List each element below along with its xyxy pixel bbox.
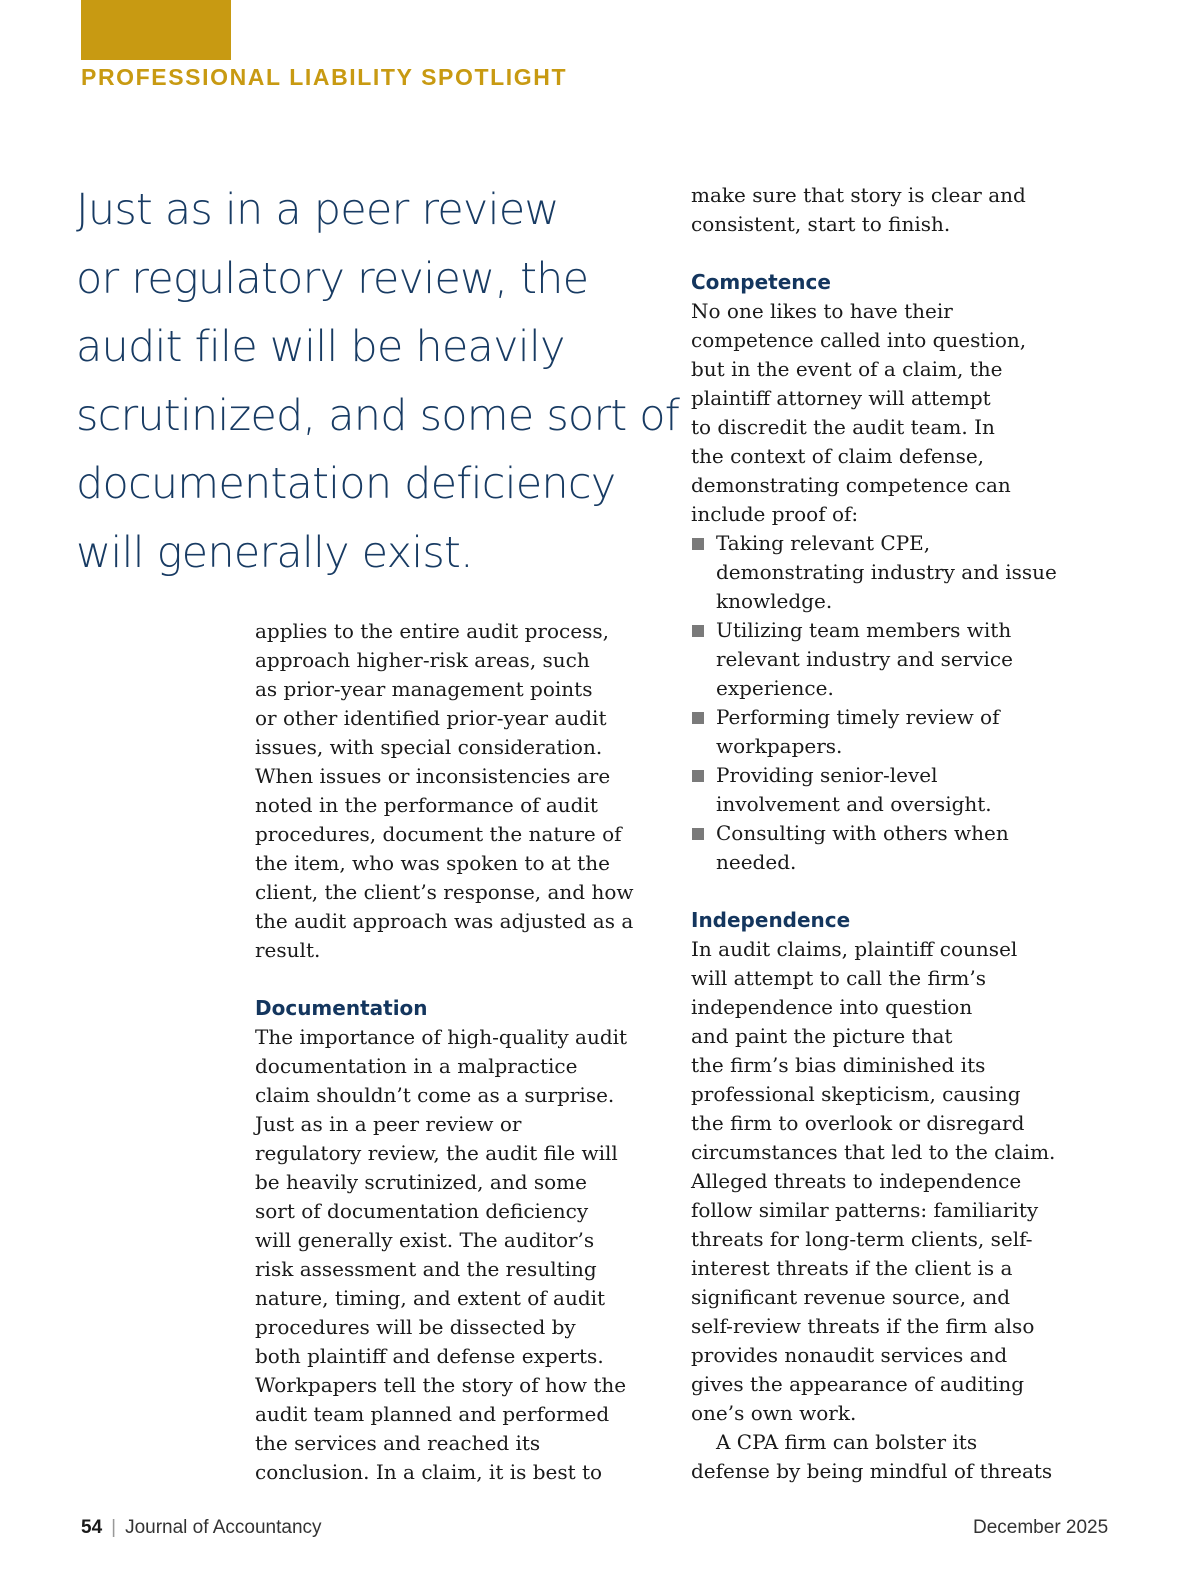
text-line: involvement and oversight.: [716, 792, 992, 816]
text-line: include proof of:: [691, 502, 859, 526]
pull-quote-line: Just as in a peer review: [76, 185, 559, 235]
list-item: [691, 529, 1111, 616]
body-paragraph: [255, 1023, 670, 1487]
text-line: but in the event of a claim, the: [691, 357, 1003, 381]
issue-date: December 2025: [973, 1517, 1109, 1538]
square-bullet-icon: [692, 538, 704, 550]
body-paragraph: [691, 181, 1111, 239]
text-line: approach higher-risk areas, such: [255, 648, 590, 672]
text-line: needed.: [716, 850, 797, 874]
text-line: Utilizing team members with: [716, 618, 1012, 642]
text-line: issues, with special consideration.: [255, 735, 603, 759]
body-paragraph: [255, 617, 670, 965]
pull-quote-line: scrutinized, and some sort of: [76, 390, 680, 441]
text-line: self-review threats if the firm also: [691, 1314, 1035, 1338]
text-line: The importance of high-quality audit: [255, 1025, 628, 1049]
text-line: procedures will be dissected by: [255, 1315, 576, 1339]
text-line: claim shouldn’t come as a surprise.: [255, 1083, 615, 1107]
text-line: and paint the picture that: [691, 1024, 953, 1048]
text-line: threats for long-term clients, self-: [691, 1227, 1033, 1251]
list-item: [691, 761, 1111, 819]
pull-quote-line: audit file will be heavily: [76, 322, 565, 372]
text-line: the audit approach was adjusted as a: [255, 909, 634, 933]
text-line: sort of documentation deficiency: [255, 1199, 589, 1223]
pull-quote: [76, 176, 680, 587]
list-item: [691, 703, 1111, 761]
square-bullet-icon: [692, 625, 704, 637]
text-line: the services and reached its: [255, 1431, 541, 1455]
text-line: plaintiff attorney will attempt: [691, 386, 991, 410]
square-bullet-icon: [692, 770, 704, 782]
independence-heading: Independence: [691, 908, 851, 932]
text-line: experience.: [716, 676, 834, 700]
body-paragraph: [691, 1428, 1111, 1486]
pull-quote-line: will generally exist.: [76, 527, 473, 578]
text-line: regulatory review, the audit file will: [255, 1141, 618, 1165]
footer-left: [81, 1517, 322, 1539]
text-line: the firm’s bias diminished its: [691, 1053, 986, 1077]
text-line: Just as in a peer review or: [255, 1112, 522, 1136]
text-line: consistent, start to finish.: [691, 212, 951, 236]
competence-bullet-list: [691, 529, 1111, 877]
text-line: result.: [255, 938, 321, 962]
text-line: nature, timing, and extent of audit: [255, 1286, 606, 1310]
text-line: Alleged threats to independence: [691, 1169, 1022, 1193]
text-line: the item, who was spoken to at the: [255, 851, 610, 875]
text-line: will generally exist. The auditor’s: [255, 1228, 595, 1252]
body-column-middle: [255, 617, 670, 1487]
text-line: Consulting with others when: [716, 821, 1009, 845]
text-line: Taking relevant CPE,: [716, 531, 931, 555]
text-line: client, the client’s response, and how: [255, 880, 634, 904]
text-line: be heavily scrutinized, and some: [255, 1170, 587, 1194]
body-column-right: [691, 181, 1111, 1486]
text-line: competence called into question,: [691, 328, 1027, 352]
publication-name: Journal of Accountancy: [125, 1517, 322, 1538]
text-line: A CPA firm can bolster its: [716, 1430, 978, 1454]
text-line: noted in the performance of audit: [255, 793, 598, 817]
text-line: one’s own work.: [691, 1401, 857, 1425]
text-line: follow similar patterns: familiarity: [691, 1198, 1039, 1222]
text-line: provides nonaudit services and: [691, 1343, 1008, 1367]
text-line: interest threats if the client is a: [691, 1256, 1013, 1280]
text-line: gives the appearance of auditing: [691, 1372, 1025, 1396]
text-line: conclusion. In a claim, it is best to: [255, 1460, 603, 1484]
section-label: PROFESSIONAL LIABILITY SPOTLIGHT: [81, 64, 568, 90]
text-line: No one likes to have their: [691, 299, 953, 323]
documentation-heading: Documentation: [255, 996, 428, 1020]
list-item: [691, 819, 1111, 877]
text-line: demonstrating industry and issue: [716, 560, 1057, 584]
section-color-block: [81, 0, 231, 60]
text-line: relevant industry and service: [716, 647, 1013, 671]
text-line: the firm to overlook or disregard: [691, 1111, 1025, 1135]
text-line: demonstrating competence can: [691, 473, 1011, 497]
text-line: procedures, document the nature of: [255, 822, 622, 846]
text-line: applies to the entire audit process,: [255, 619, 609, 643]
text-line: defense by being mindful of threats: [691, 1459, 1053, 1483]
text-line: will attempt to call the firm’s: [691, 966, 986, 990]
text-line: knowledge.: [716, 589, 833, 613]
pull-quote-line: or regulatory review, the: [76, 253, 589, 304]
text-line: as prior-year management points: [255, 677, 593, 701]
text-line: Performing timely review of: [716, 705, 1000, 729]
competence-heading: Competence: [691, 270, 831, 294]
text-line: documentation in a malpractice: [255, 1054, 578, 1078]
text-line: When issues or inconsistencies are: [255, 764, 611, 788]
text-line: both plaintiff and defense experts.: [255, 1344, 604, 1368]
text-line: make sure that story is clear and: [691, 183, 1026, 207]
text-line: Workpapers tell the story of how the: [255, 1373, 627, 1397]
list-item: [691, 616, 1111, 703]
text-line: audit team planned and performed: [255, 1402, 610, 1426]
footer-separator: |: [111, 1517, 117, 1538]
square-bullet-icon: [692, 712, 704, 724]
square-bullet-icon: [692, 828, 704, 840]
text-line: Providing senior-level: [716, 763, 938, 787]
body-paragraph: [691, 935, 1111, 1428]
text-line: the context of claim defense,: [691, 444, 985, 468]
text-line: In audit claims, plaintiff counsel: [691, 937, 1018, 961]
body-paragraph: [691, 297, 1111, 529]
text-line: workpapers.: [716, 734, 843, 758]
text-line: or other identified prior-year audit: [255, 706, 607, 730]
text-line: independence into question: [691, 995, 973, 1019]
text-line: to discredit the audit team. In: [691, 415, 995, 439]
page-number: 54: [81, 1517, 103, 1538]
text-line: significant revenue source, and: [691, 1285, 1011, 1309]
text-line: professional skepticism, causing: [691, 1082, 1021, 1106]
text-line: circumstances that led to the claim.: [691, 1140, 1056, 1164]
pull-quote-line: documentation deficiency: [76, 459, 616, 509]
text-line: risk assessment and the resulting: [255, 1257, 597, 1281]
